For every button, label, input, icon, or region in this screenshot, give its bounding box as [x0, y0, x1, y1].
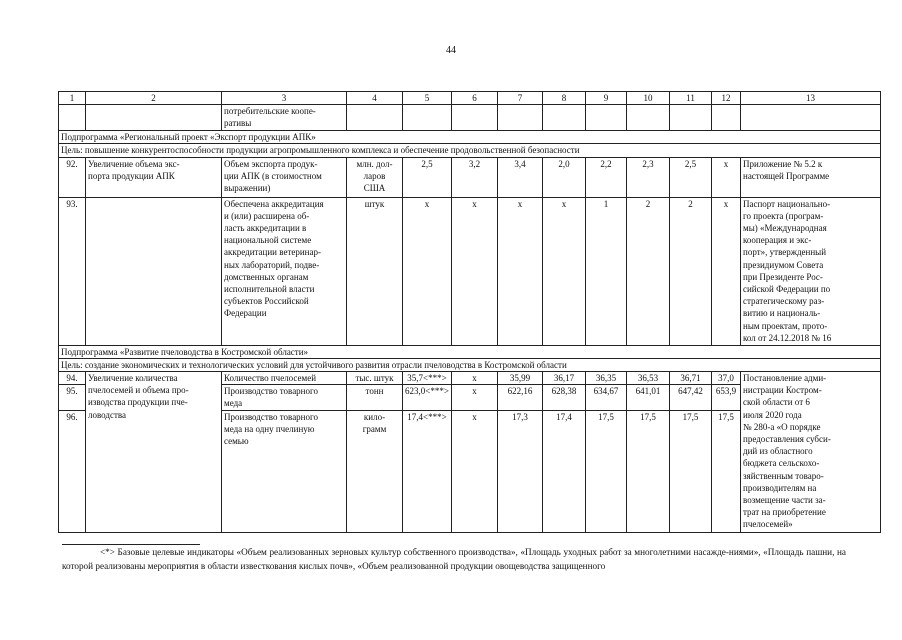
- value-cell: 17,4: [543, 410, 586, 532]
- col-header: 2: [86, 92, 222, 105]
- goal-text: Цель: создание экономических и технологических условий для устойчивого развития отрасли пчеловодства в Костромской области: [59, 358, 881, 371]
- value-cell: 2,5: [403, 157, 452, 197]
- value-cell: 2,0: [543, 157, 586, 197]
- value-cell: 623,0<***>: [403, 385, 452, 410]
- col-header: 12: [712, 92, 741, 105]
- value-cell: x: [452, 197, 498, 345]
- value-cell: 653,9: [712, 385, 741, 410]
- indicator-name: Количество пчелосемей: [222, 372, 347, 385]
- value-cell: x: [452, 410, 498, 532]
- row-number: 95.: [59, 385, 86, 410]
- indicator-name: Производство товарного меда на одну пчелиную семью: [222, 410, 347, 532]
- col-header: 13: [741, 92, 881, 105]
- indicator-cell: потребительские коопе- ративы: [222, 105, 347, 131]
- value-cell: 2,5: [670, 157, 712, 197]
- value-cell: 17,5: [586, 410, 627, 532]
- value-cell: 36,35: [586, 372, 627, 385]
- col-header: 9: [586, 92, 627, 105]
- value-cell: 37,0: [712, 372, 741, 385]
- value-cell: 634,67: [586, 385, 627, 410]
- col-header: 5: [403, 92, 452, 105]
- value-cell: x: [543, 197, 586, 345]
- value-cell: x: [452, 372, 498, 385]
- goal-row: [59, 144, 881, 157]
- unit: млн. дол- ларов США: [347, 157, 403, 197]
- value-cell: 641,01: [627, 385, 670, 410]
- unit: штук: [347, 197, 403, 345]
- continuation-row: [59, 105, 881, 131]
- subprogram-row: [59, 345, 881, 358]
- event-name: Увеличение объема экс- порта продукции АПК: [86, 157, 222, 197]
- note-cell: Приложение № 5.2 к настоящей Программе: [741, 157, 881, 197]
- value-cell: 17,5: [712, 410, 741, 532]
- unit: тыс. штук: [347, 372, 403, 385]
- col-header: 7: [498, 92, 543, 105]
- footnote-text: <*> Базовые целевые индикаторы «Объем реализованных зерновых культур собственного производства», «Площадь уходных работ за многолетними насажде-ниями», «Площадь пашни, на которой реализованы мероприятия в области известкования кислых почв», «Объем реализованной продукции овощеводства защищенного: [62, 547, 846, 571]
- value-cell: 2,2: [586, 157, 627, 197]
- indicator-name: Объем экспорта продук- ции АПК (в стоимостном выражении): [222, 157, 347, 197]
- col-header: 11: [670, 92, 712, 105]
- value-cell: 3,2: [452, 157, 498, 197]
- unit: тонн: [347, 385, 403, 410]
- footnote-divider: [62, 544, 200, 545]
- value-cell: 3,4: [498, 157, 543, 197]
- value-cell: 36,53: [627, 372, 670, 385]
- note-cell: Постановление адми- нистрации Костром- ской области от 6 июля 2020 года № 280-а «О порядке предоставления субси- дий из областного бюджета сельскохо- зяйственным товаро- производителям на возмещение части за- трат на приобретение пчелосемей»: [741, 372, 881, 533]
- note-cell: Паспорт национально- го проекта (програм- мы) «Международная кооперация и экс- порт», утвержденный президиумом Совета при Президенте Рос- сийской Федерации по стратегическому раз- витию и националь- ным проектам, прото- кол от 24.12.2018 № 16: [741, 197, 881, 345]
- value-cell: 647,42: [670, 385, 712, 410]
- row-number: 93.: [59, 197, 86, 345]
- event-name: Увеличение количества пчелосемей и объема про- изводства продукции пче- ловодства: [86, 372, 222, 533]
- value-cell: 2,3: [627, 157, 670, 197]
- table-row: [59, 157, 881, 197]
- value-cell: x: [403, 197, 452, 345]
- value-cell: 35,7<***>: [403, 372, 452, 385]
- unit: кило- грамм: [347, 410, 403, 532]
- value-cell: x: [498, 197, 543, 345]
- column-number-row: [59, 92, 881, 105]
- subprogram-title: Подпрограмма «Региональный проект «Экспорт продукции АПК»: [59, 131, 881, 144]
- goal-row: [59, 358, 881, 371]
- value-cell: 622,16: [498, 385, 543, 410]
- value-cell: 2: [627, 197, 670, 345]
- col-header: 4: [347, 92, 403, 105]
- page-number: 44: [446, 45, 456, 56]
- event-name: [86, 197, 222, 345]
- value-cell: x: [452, 385, 498, 410]
- value-cell: 17,5: [627, 410, 670, 532]
- col-header: 1: [59, 92, 86, 105]
- indicator-name: Производство товарного меда: [222, 385, 347, 410]
- value-cell: x: [712, 197, 741, 345]
- col-header: 6: [452, 92, 498, 105]
- col-header: 10: [627, 92, 670, 105]
- row-number: 96.: [59, 410, 86, 532]
- subprogram-title: Подпрограмма «Развитие пчеловодства в Костромской области»: [59, 345, 881, 358]
- value-cell: 628,38: [543, 385, 586, 410]
- value-cell: 2: [670, 197, 712, 345]
- row-number: 94.: [59, 372, 86, 385]
- row-number: 92.: [59, 157, 86, 197]
- table-row: [59, 372, 881, 385]
- subprogram-row: [59, 131, 881, 144]
- goal-text: Цель: повышение конкурентоспособности продукции агропромышленного комплекса и обеспечение продовольственной безопасности: [59, 144, 881, 157]
- col-header: 8: [543, 92, 586, 105]
- indicators-table: [58, 91, 881, 533]
- value-cell: 36,17: [543, 372, 586, 385]
- col-header: 3: [222, 92, 347, 105]
- value-cell: 35,99: [498, 372, 543, 385]
- value-cell: 17,3: [498, 410, 543, 532]
- indicator-name: Обеспечена аккредитация и (или) расширена об- ласть аккредитации в национальной системе аккредитации ветеринар- ных лабораторий, подве- домственных органам исполнительной власти субъектов Российской Федерации: [222, 197, 347, 345]
- footnote: [62, 546, 846, 573]
- value-cell: x: [712, 157, 741, 197]
- table-row: [59, 197, 881, 345]
- value-cell: 17,4<***>: [403, 410, 452, 532]
- value-cell: 1: [586, 197, 627, 345]
- value-cell: 36,71: [670, 372, 712, 385]
- value-cell: 17,5: [670, 410, 712, 532]
